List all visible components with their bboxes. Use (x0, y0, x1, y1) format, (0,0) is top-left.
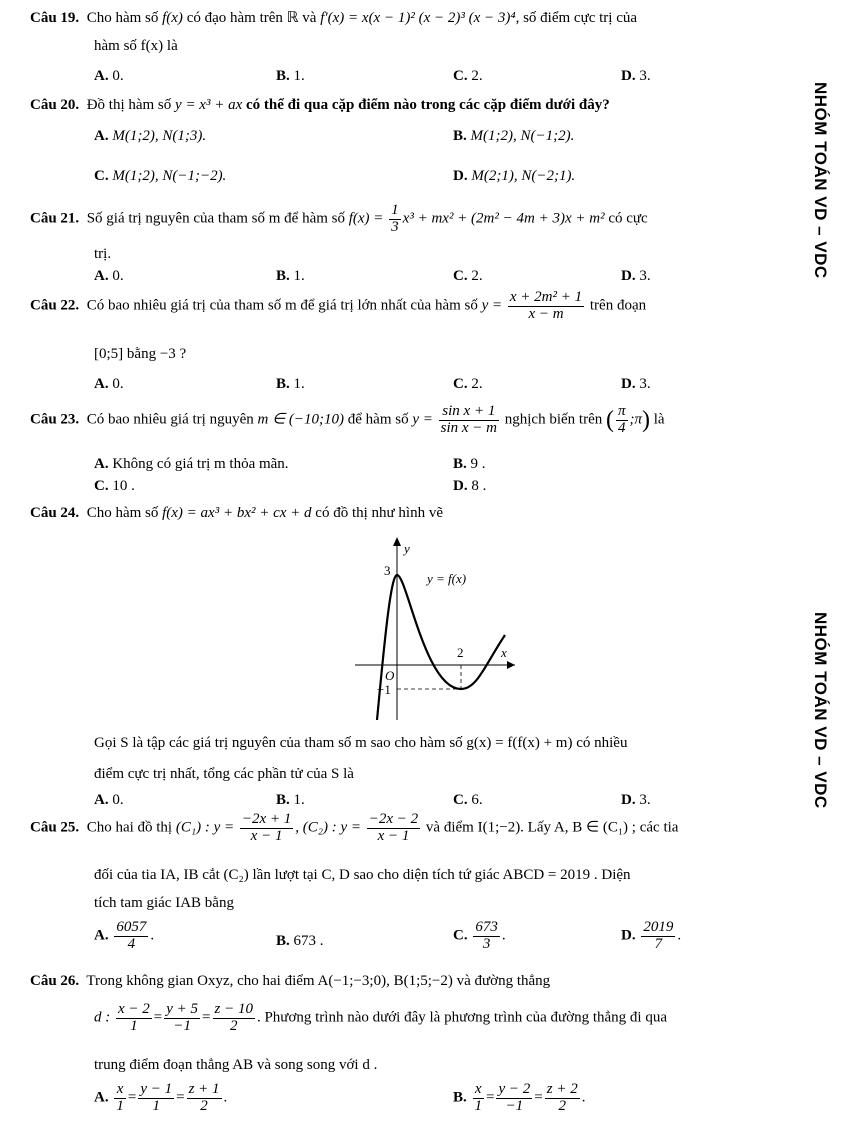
origin-label: O (385, 668, 395, 683)
q25-option-c[interactable]: C. $\frac{673}{3}$ . (453, 919, 506, 952)
y-axis-arrow (393, 537, 401, 546)
question-24: Câu 24. Cho hàm số f(x) = ax³ + bx² + cx + d có đồ thị như hình vẽ (30, 505, 443, 521)
q25-option-a[interactable]: A. $\frac{6057}{4}$ . (94, 919, 155, 952)
q19-option-a[interactable]: A. 0. (94, 68, 124, 84)
question-22: Câu 22. Có bao nhiêu giá trị của tham số m để giá trị lớn nhất của hàm số y = $\frac{\text{x + 2m² + 1}}{x - m}$ trên đoạn (30, 289, 647, 322)
q24-option-a[interactable]: A. 0. (94, 792, 124, 808)
question-label: Câu 19. (30, 10, 80, 26)
q20-option-d[interactable]: D. M(2;1), N(−2;1). (453, 168, 576, 184)
q20-option-b[interactable]: B. M(1;2), N(−1;2). (453, 128, 575, 144)
question-24-line2: Gọi S là tập các giá trị nguyên của tham số m sao cho hàm số g(x) = f(f(x) + m) có nhiều (94, 735, 628, 751)
q21-option-a[interactable]: A. 0. (94, 268, 124, 284)
q24-option-d[interactable]: D. 3. (621, 792, 651, 808)
watermark-bottom: NHÓM TOÁN VD – VDC (811, 612, 830, 809)
q26-option-b[interactable]: B. $\frac{x}{1}$ = $\frac{y - 2}{-1}$ = $\frac{z + 2}{2}$ . (453, 1081, 586, 1114)
x-axis-label: x (501, 645, 507, 660)
q23-option-b[interactable]: B. 9 . (453, 456, 486, 472)
y-axis-label: y (404, 541, 410, 556)
question-20: Câu 20. Đồ thị hàm số y = x³ + ax có thể đi qua cặp điểm nào trong các cặp điểm dưới đây? (30, 97, 610, 113)
curve-label: y = f(x) (427, 571, 467, 586)
q21-option-c[interactable]: C. 2. (453, 268, 483, 284)
q22-option-d[interactable]: D. 3. (621, 376, 651, 392)
q24-option-c[interactable]: C. 6. (453, 792, 483, 808)
tick-label-2: 2 (457, 645, 464, 660)
x-axis-arrow (507, 661, 515, 669)
q26-option-a[interactable]: A. $\frac{x}{1}$ = $\frac{y - 1}{1}$ = $\frac{z + 1}{2}$ . (94, 1081, 228, 1114)
watermark-top: NHÓM TOÁN VD – VDC (811, 82, 830, 279)
cubic-curve (377, 575, 505, 720)
question-21: Câu 21. Số giá trị nguyên của tham số m để hàm số f(x) = $\frac{1}{3}$ x³ + mx² + (2m² − 4m + 3)x + m² có cực (30, 202, 648, 235)
question-26: Câu 26. Trong không gian Oxyz, cho hai điểm A(−1;−3;0), B(1;5;−2) và đường thẳng (30, 973, 551, 989)
function-graph (355, 535, 515, 720)
question-19: Câu 19. Cho hàm số f(x) có đạo hàm trên ℝ và f′(x) = x(x − 1)² (x − 2)³ (x − 3)⁴, số điểm cực trị của (30, 10, 638, 26)
q21-option-d[interactable]: D. 3. (621, 268, 651, 284)
q23-option-d[interactable]: D. 8 . (453, 478, 487, 494)
tick-label-3: 3 (384, 563, 391, 578)
q19-option-d[interactable]: D. 3. (621, 68, 651, 84)
question-19-line2: hàm số f(x) là (94, 38, 178, 54)
q25-option-d[interactable]: D. $\frac{2019}{7}$ . (621, 919, 682, 952)
question-23: Câu 23. Có bao nhiêu giá trị nguyên m ∈ (−10;10) để hàm số y = $\frac{\text{sin x + 1}}{\text{sin x − m}}$ nghịch biến trên ( $\frac{\pi}{4}$ ;π) là (30, 403, 665, 436)
q19-option-b[interactable]: B. 1. (276, 68, 305, 84)
question-26-line2: d : $\frac{x - 2}{1}$ = $\frac{y + 5}{-1}$ = $\frac{z - 10}{2}$ . Phương trình nào dưới đây là phương trình của đường thẳng đi qua (94, 1001, 667, 1034)
q19-option-c[interactable]: C. 2. (453, 68, 483, 84)
tick-label-neg1: −1 (377, 682, 391, 697)
question-24-line3: điểm cực trị nhất, tổng các phần tử của S là (94, 766, 354, 782)
q25-option-b[interactable]: B. 673 . (276, 933, 324, 949)
q22-option-b[interactable]: B. 1. (276, 376, 305, 392)
q20-option-a[interactable]: A. M(1;2), N(1;3). (94, 128, 207, 144)
q23-option-a[interactable]: A. Không có giá trị m thỏa mãn. (94, 456, 289, 472)
q23-option-c[interactable]: C. 10 . (94, 478, 135, 494)
question-22-line2: [0;5] bằng −3 ? (94, 346, 187, 362)
q21-option-b[interactable]: B. 1. (276, 268, 305, 284)
question-26-line3: trung điểm đoạn thẳng AB và song song với d . (94, 1057, 378, 1073)
q24-option-b[interactable]: B. 1. (276, 792, 305, 808)
question-21-line2: trị. (94, 246, 112, 262)
q20-option-c[interactable]: C. M(1;2), N(−1;−2). (94, 168, 227, 184)
question-25-line2: đối của tia IA, IB cắt (C₂) lần lượt tại C, D sao cho diện tích tứ giác ABCD = 2019 . Diện (94, 867, 631, 883)
q22-option-a[interactable]: A. 0. (94, 376, 124, 392)
question-25-line3: tích tam giác IAB bằng (94, 895, 234, 911)
q22-option-c[interactable]: C. 2. (453, 376, 483, 392)
question-25: Câu 25. Cho hai đồ thị (C₁) : y = $\frac{-2x + 1}{x - 1}$ , (C₂) : y = $\frac{-2x - 2}{x - 1}$ và điểm I(1;−2). Lấy A, B ∈ (C₁) ; các tia (30, 811, 679, 844)
